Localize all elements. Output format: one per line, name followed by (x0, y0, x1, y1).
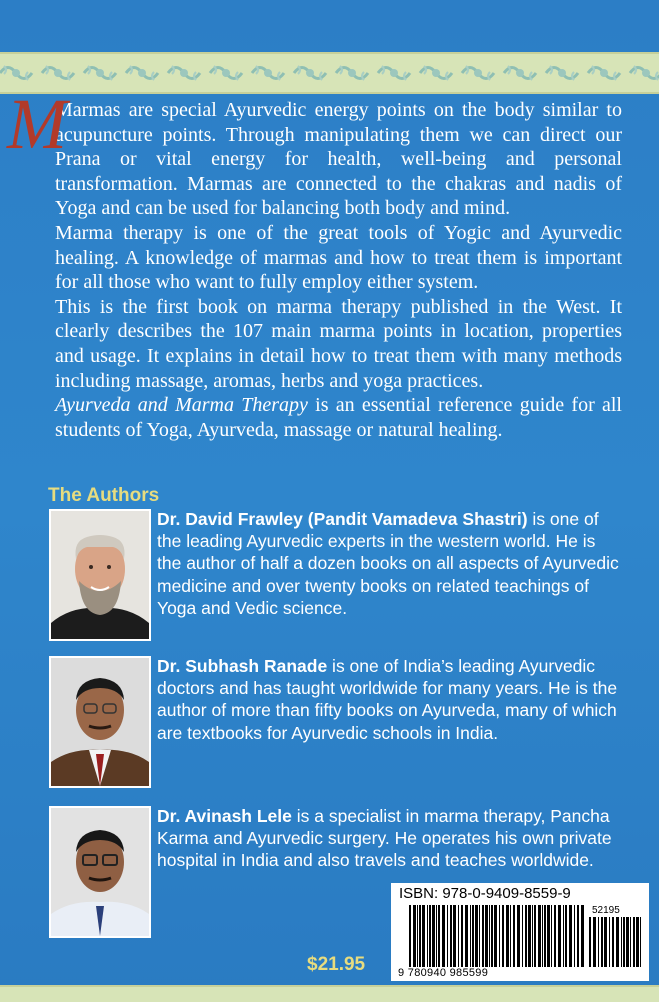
blurb-paragraph: Marma therapy is one of the great tools of Yogic and Ayurvedic healing. A knowledge of marmas and how to treat them is important for all those who want to fully employ either system. (55, 221, 622, 294)
isbn-barcode (409, 905, 584, 967)
barcode-bar (465, 905, 468, 967)
barcode-bar (494, 905, 497, 967)
barcode-bar (470, 905, 471, 967)
barcode-bar (522, 905, 523, 967)
author-bio-lele: Dr. Avinash Lele is a specialist in marma therapy, Pancha Karma and Ayurvedic surgery. He operates his own private hospital in India and also travels and teaches worldwide. (157, 806, 612, 871)
barcode-bar (427, 905, 428, 967)
price-code: 52195 (592, 905, 620, 916)
floral-motif (456, 60, 500, 86)
floral-motif (162, 60, 206, 86)
barcode-bar (442, 905, 445, 967)
barcode-bar (542, 905, 543, 967)
addon-barcode (589, 917, 641, 967)
barcode-bar (609, 917, 610, 967)
barcode-bar (513, 905, 515, 967)
floral-motif (498, 60, 542, 86)
floral-motif (288, 60, 332, 86)
barcode-bar (475, 905, 478, 967)
barcode-bar (616, 917, 619, 967)
barcode-bar (623, 917, 625, 967)
blurb (7, 84, 622, 442)
barcode-bar (563, 905, 564, 967)
barcode-bar (589, 917, 591, 967)
barcode-bar (558, 905, 561, 967)
barcode-bar (453, 905, 456, 967)
barcode-bar (626, 917, 629, 967)
author-photo-ranade (49, 656, 151, 788)
barcode-bar (499, 905, 500, 967)
decorative-border-top (0, 52, 659, 94)
floral-motif (540, 60, 584, 86)
barcode-bar (489, 905, 490, 967)
floral-motif (330, 60, 374, 86)
barcode-bar (506, 905, 509, 967)
barcode-bar (528, 905, 531, 967)
barcode-bar (409, 905, 411, 967)
barcode-bar (569, 905, 572, 967)
barcode-bar (447, 905, 448, 967)
barcode-bar (612, 917, 614, 967)
barcode-bar (510, 905, 511, 967)
barcode-bar (485, 905, 488, 967)
book-title: Ayurveda and Marma Therapy (55, 394, 308, 417)
barcode-bar (429, 905, 431, 967)
floral-motif (78, 60, 122, 86)
barcode-bar (574, 905, 575, 967)
price: $21.95 (307, 954, 366, 975)
barcode-bar (525, 905, 527, 967)
barcode-bar (630, 917, 631, 967)
barcode-bar (593, 917, 596, 967)
barcode-bar (598, 917, 599, 967)
barcode-bar (472, 905, 474, 967)
floral-motif (372, 60, 416, 86)
barcode-bar (621, 917, 622, 967)
author-name: Dr. David Frawley (Pandit Vamadeva Shastri) (157, 509, 528, 529)
barcode-bar (633, 917, 635, 967)
barcode-digits: 9 780940 985599 (398, 967, 489, 979)
floral-motif (246, 60, 290, 86)
floral-motif (0, 60, 38, 86)
floral-motif (414, 60, 458, 86)
floral-motif (204, 60, 248, 86)
barcode-bar (436, 905, 437, 967)
barcode-bar (450, 905, 452, 967)
floral-motif (120, 60, 164, 86)
floral-motif (624, 60, 659, 86)
barcode-bar (479, 905, 480, 967)
barcode-box (391, 883, 649, 981)
drop-cap: M (7, 84, 67, 164)
barcode-bar (432, 905, 435, 967)
author-bio-ranade: Dr. Subhash Ranade is one of India’s leading Ayurvedic doctors and has taught worldwide for many years. He is the author of more than fifty books on Ayurveda, many of which are textbooks for Ayurvedic schools in India. (157, 656, 618, 743)
barcode-bar (419, 905, 421, 967)
author-photo-lele (49, 806, 151, 938)
author-name: Dr. Avinash Lele (157, 806, 292, 826)
barcode-bar (458, 905, 459, 967)
barcode-bar (565, 905, 567, 967)
barcode-bar (438, 905, 440, 967)
author-name: Dr. Subhash Ranade (157, 656, 328, 676)
barcode-bar (551, 905, 552, 967)
barcode-bar (604, 917, 607, 967)
barcode-bar (422, 905, 425, 967)
floral-motif (36, 60, 80, 86)
decorative-border-bottom (0, 985, 659, 1002)
blurb-paragraph: Marmas are special Ayurvedic energy points on the body similar to acupuncture points. Through manipulating them we can direct our Prana or vital energy for health, well-being and personal transformation. Marmas are connected to the chakras and nadis of Yoga and can be used for balancing both body and mind. (55, 99, 622, 220)
barcode-bar (581, 905, 584, 967)
barcode-bar (544, 905, 546, 967)
barcode-bar (491, 905, 493, 967)
authors-heading: The Authors (48, 485, 160, 506)
floral-motif (582, 60, 626, 86)
barcode-bar (502, 905, 504, 967)
barcode-bar (413, 905, 416, 967)
barcode-bar (538, 905, 541, 967)
barcode-bar (636, 917, 639, 967)
barcode-bar (417, 905, 418, 967)
barcode-bar (534, 905, 536, 967)
blurb-paragraph: This is the first book on marma therapy published in the West. It clearly describes the 107 main marma points in location, properties and usage. It explains in detail how to treat them with many methods including massage, aromas, herbs and yoga practices. (55, 295, 622, 392)
barcode-bar (532, 905, 533, 967)
barcode-bar (640, 917, 641, 967)
barcode-bar (517, 905, 520, 967)
author-photo-frawley (49, 509, 151, 641)
barcode-bar (547, 905, 550, 967)
author-bio-frawley: Dr. David Frawley (Pandit Vamadeva Shastri) is one of the leading Ayurvedic experts in the western world. He is the author of half a dozen books on all aspects of Ayurvedic medicine and over twenty books on related teachings of Yoga and Vedic science. (157, 509, 619, 618)
blurb-paragraph-closing: Ayurveda and Marma Therapy is an essential reference guide for all students of Yoga, Ayurveda, massage or natural healing. (55, 394, 622, 441)
barcode-bar (482, 905, 484, 967)
barcode-bar (554, 905, 556, 967)
barcode-bar (461, 905, 463, 967)
isbn-label: ISBN: 978-0-9409-8559-9 (399, 885, 571, 902)
barcode-bar (601, 917, 603, 967)
barcode-bar (577, 905, 579, 967)
